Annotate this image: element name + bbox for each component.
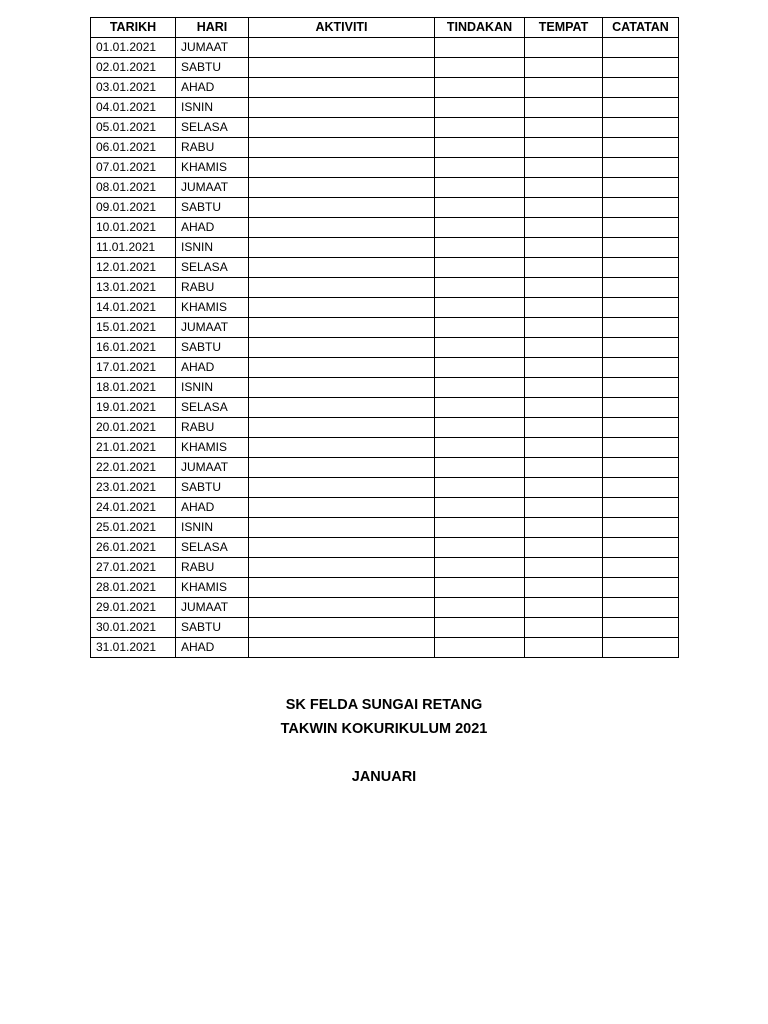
cell-tindakan [435,258,525,278]
cell-hari: AHAD [176,498,249,518]
cell-hari: KHAMIS [176,158,249,178]
cell-tarikh: 16.01.2021 [91,338,176,358]
cell-hari: ISNIN [176,238,249,258]
cell-catatan [603,58,679,78]
cell-catatan [603,418,679,438]
cell-aktiviti [249,58,435,78]
table-row [91,298,679,318]
cell-tempat [525,378,603,398]
cell-tempat [525,398,603,418]
cell-aktiviti [249,398,435,418]
cell-aktiviti [249,478,435,498]
cell-catatan [603,438,679,458]
cell-hari: AHAD [176,638,249,658]
cell-tarikh: 30.01.2021 [91,618,176,638]
cell-tindakan [435,318,525,338]
cell-tarikh: 17.01.2021 [91,358,176,378]
cell-tindakan [435,378,525,398]
cell-tindakan [435,38,525,58]
cell-aktiviti [249,298,435,318]
cell-catatan [603,238,679,258]
cell-tarikh: 11.01.2021 [91,238,176,258]
cell-tindakan [435,518,525,538]
cell-tempat [525,338,603,358]
table-row [91,78,679,98]
cell-aktiviti [249,578,435,598]
cell-catatan [603,498,679,518]
cell-hari: SELASA [176,118,249,138]
cell-aktiviti [249,98,435,118]
table-row [91,138,679,158]
cell-aktiviti [249,338,435,358]
table-row [91,458,679,478]
cell-tindakan [435,138,525,158]
cell-tindakan [435,478,525,498]
cell-catatan [603,118,679,138]
cell-catatan [603,198,679,218]
cell-aktiviti [249,598,435,618]
cell-tempat [525,298,603,318]
cell-catatan [603,358,679,378]
cell-catatan [603,338,679,358]
cell-catatan [603,98,679,118]
cell-hari: AHAD [176,218,249,238]
cell-aktiviti [249,418,435,438]
schedule-table [90,17,679,658]
cell-tempat [525,618,603,638]
cell-tarikh: 15.01.2021 [91,318,176,338]
table-header-row [91,18,679,38]
cell-hari: RABU [176,138,249,158]
header-tarikh: TARIKH [91,18,176,38]
cell-tempat [525,178,603,198]
header-aktiviti: AKTIVITI [249,18,435,38]
table-row [91,578,679,598]
cell-tarikh: 21.01.2021 [91,438,176,458]
cell-tarikh: 18.01.2021 [91,378,176,398]
cell-tempat [525,238,603,258]
table-row [91,598,679,618]
cell-hari: ISNIN [176,518,249,538]
cell-tindakan [435,338,525,358]
cell-tempat [525,138,603,158]
cell-catatan [603,458,679,478]
cell-aktiviti [249,318,435,338]
cell-tindakan [435,558,525,578]
cell-hari: KHAMIS [176,438,249,458]
cell-hari: KHAMIS [176,578,249,598]
cell-hari: SABTU [176,618,249,638]
cell-aktiviti [249,158,435,178]
cell-tindakan [435,298,525,318]
cell-tindakan [435,618,525,638]
cell-tarikh: 13.01.2021 [91,278,176,298]
cell-tarikh: 19.01.2021 [91,398,176,418]
cell-tarikh: 27.01.2021 [91,558,176,578]
cell-catatan [603,558,679,578]
cell-aktiviti [249,138,435,158]
cell-catatan [603,298,679,318]
cell-tindakan [435,498,525,518]
cell-catatan [603,378,679,398]
document-title: TAKWIN KOKURIKULUM 2021 [280,721,488,737]
table-row [91,198,679,218]
cell-hari: RABU [176,418,249,438]
table-row [91,258,679,278]
cell-aktiviti [249,638,435,658]
cell-hari: AHAD [176,358,249,378]
cell-hari: AHAD [176,78,249,98]
cell-tempat [525,438,603,458]
table-row [91,218,679,238]
cell-tarikh: 24.01.2021 [91,498,176,518]
cell-aktiviti [249,438,435,458]
cell-hari: ISNIN [176,378,249,398]
table-row [91,418,679,438]
cell-catatan [603,618,679,638]
cell-hari: SABTU [176,338,249,358]
cell-tindakan [435,98,525,118]
cell-tindakan [435,458,525,478]
cell-hari: ISNIN [176,98,249,118]
cell-tarikh: 01.01.2021 [91,38,176,58]
cell-aktiviti [249,118,435,138]
cell-catatan [603,138,679,158]
cell-tempat [525,118,603,138]
cell-tindakan [435,118,525,138]
cell-aktiviti [249,558,435,578]
table-row [91,498,679,518]
cell-catatan [603,258,679,278]
table-row [91,318,679,338]
cell-tindakan [435,78,525,98]
cell-tempat [525,358,603,378]
cell-tindakan [435,398,525,418]
cell-tarikh: 29.01.2021 [91,598,176,618]
cell-tarikh: 28.01.2021 [91,578,176,598]
table-row [91,118,679,138]
cell-hari: JUMAAT [176,38,249,58]
cell-tempat [525,158,603,178]
cell-tempat [525,458,603,478]
cell-tarikh: 23.01.2021 [91,478,176,498]
cell-aktiviti [249,238,435,258]
cell-hari: JUMAAT [176,458,249,478]
table-row [91,238,679,258]
cell-tarikh: 07.01.2021 [91,158,176,178]
cell-catatan [603,218,679,238]
cell-catatan [603,518,679,538]
cell-aktiviti [249,178,435,198]
cell-tindakan [435,578,525,598]
cell-aktiviti [249,538,435,558]
cell-tempat [525,278,603,298]
cell-aktiviti [249,378,435,398]
cell-tindakan [435,178,525,198]
cell-catatan [603,158,679,178]
cell-catatan [603,638,679,658]
cell-tarikh: 03.01.2021 [91,78,176,98]
cell-tarikh: 10.01.2021 [91,218,176,238]
cell-catatan [603,538,679,558]
cell-tempat [525,498,603,518]
cell-hari: SELASA [176,398,249,418]
table-row [91,378,679,398]
table-row [91,98,679,118]
cell-catatan [603,278,679,298]
cell-aktiviti [249,498,435,518]
cell-tarikh: 26.01.2021 [91,538,176,558]
header-tindakan: TINDAKAN [435,18,525,38]
cell-hari: SELASA [176,258,249,278]
cell-hari: SELASA [176,538,249,558]
table-row [91,278,679,298]
cell-hari: SABTU [176,198,249,218]
cell-hari: RABU [176,558,249,578]
cell-tindakan [435,598,525,618]
cell-tindakan [435,538,525,558]
document-heading [0,693,768,789]
cell-tindakan [435,218,525,238]
month-label: JANUARI [351,769,417,785]
table-row [91,38,679,58]
cell-tarikh: 06.01.2021 [91,138,176,158]
header-catatan: CATATAN [603,18,679,38]
school-name: SK FELDA SUNGAI RETANG [285,697,483,713]
schedule-body [91,38,679,658]
cell-catatan [603,38,679,58]
cell-tempat [525,58,603,78]
table-row [91,518,679,538]
cell-tarikh: 31.01.2021 [91,638,176,658]
cell-catatan [603,78,679,98]
cell-tarikh: 22.01.2021 [91,458,176,478]
cell-tempat [525,318,603,338]
cell-aktiviti [249,198,435,218]
cell-tarikh: 20.01.2021 [91,418,176,438]
cell-aktiviti [249,458,435,478]
header-tempat: TEMPAT [525,18,603,38]
cell-tarikh: 08.01.2021 [91,178,176,198]
table-row [91,398,679,418]
table-row [91,558,679,578]
table-row [91,358,679,378]
cell-tarikh: 05.01.2021 [91,118,176,138]
table-row [91,438,679,458]
cell-tempat [525,578,603,598]
cell-tempat [525,78,603,98]
cell-catatan [603,578,679,598]
cell-hari: JUMAAT [176,598,249,618]
cell-hari: SABTU [176,478,249,498]
cell-tempat [525,558,603,578]
cell-tindakan [435,358,525,378]
cell-hari: RABU [176,278,249,298]
cell-tarikh: 12.01.2021 [91,258,176,278]
cell-catatan [603,478,679,498]
table-row [91,58,679,78]
cell-tempat [525,98,603,118]
cell-tempat [525,478,603,498]
cell-tempat [525,218,603,238]
cell-tempat [525,38,603,58]
cell-hari: JUMAAT [176,178,249,198]
cell-catatan [603,178,679,198]
cell-catatan [603,398,679,418]
cell-tempat [525,598,603,618]
table-row [91,178,679,198]
cell-tindakan [435,438,525,458]
cell-tempat [525,418,603,438]
cell-tempat [525,638,603,658]
cell-tarikh: 09.01.2021 [91,198,176,218]
cell-catatan [603,598,679,618]
cell-hari: JUMAAT [176,318,249,338]
cell-tempat [525,518,603,538]
cell-aktiviti [249,618,435,638]
header-hari: HARI [176,18,249,38]
table-row [91,478,679,498]
table-row [91,638,679,658]
cell-tindakan [435,158,525,178]
cell-aktiviti [249,78,435,98]
table-row [91,538,679,558]
table-row [91,338,679,358]
cell-aktiviti [249,38,435,58]
cell-tindakan [435,418,525,438]
cell-catatan [603,318,679,338]
cell-tindakan [435,278,525,298]
cell-tempat [525,258,603,278]
cell-tarikh: 14.01.2021 [91,298,176,318]
cell-aktiviti [249,258,435,278]
cell-aktiviti [249,358,435,378]
cell-aktiviti [249,218,435,238]
cell-tarikh: 25.01.2021 [91,518,176,538]
cell-hari: SABTU [176,58,249,78]
cell-tindakan [435,58,525,78]
cell-tarikh: 02.01.2021 [91,58,176,78]
table-row [91,618,679,638]
cell-tindakan [435,638,525,658]
cell-tindakan [435,238,525,258]
cell-aktiviti [249,278,435,298]
cell-tempat [525,198,603,218]
cell-hari: KHAMIS [176,298,249,318]
cell-tindakan [435,198,525,218]
table-row [91,158,679,178]
cell-aktiviti [249,518,435,538]
cell-tarikh: 04.01.2021 [91,98,176,118]
cell-tempat [525,538,603,558]
